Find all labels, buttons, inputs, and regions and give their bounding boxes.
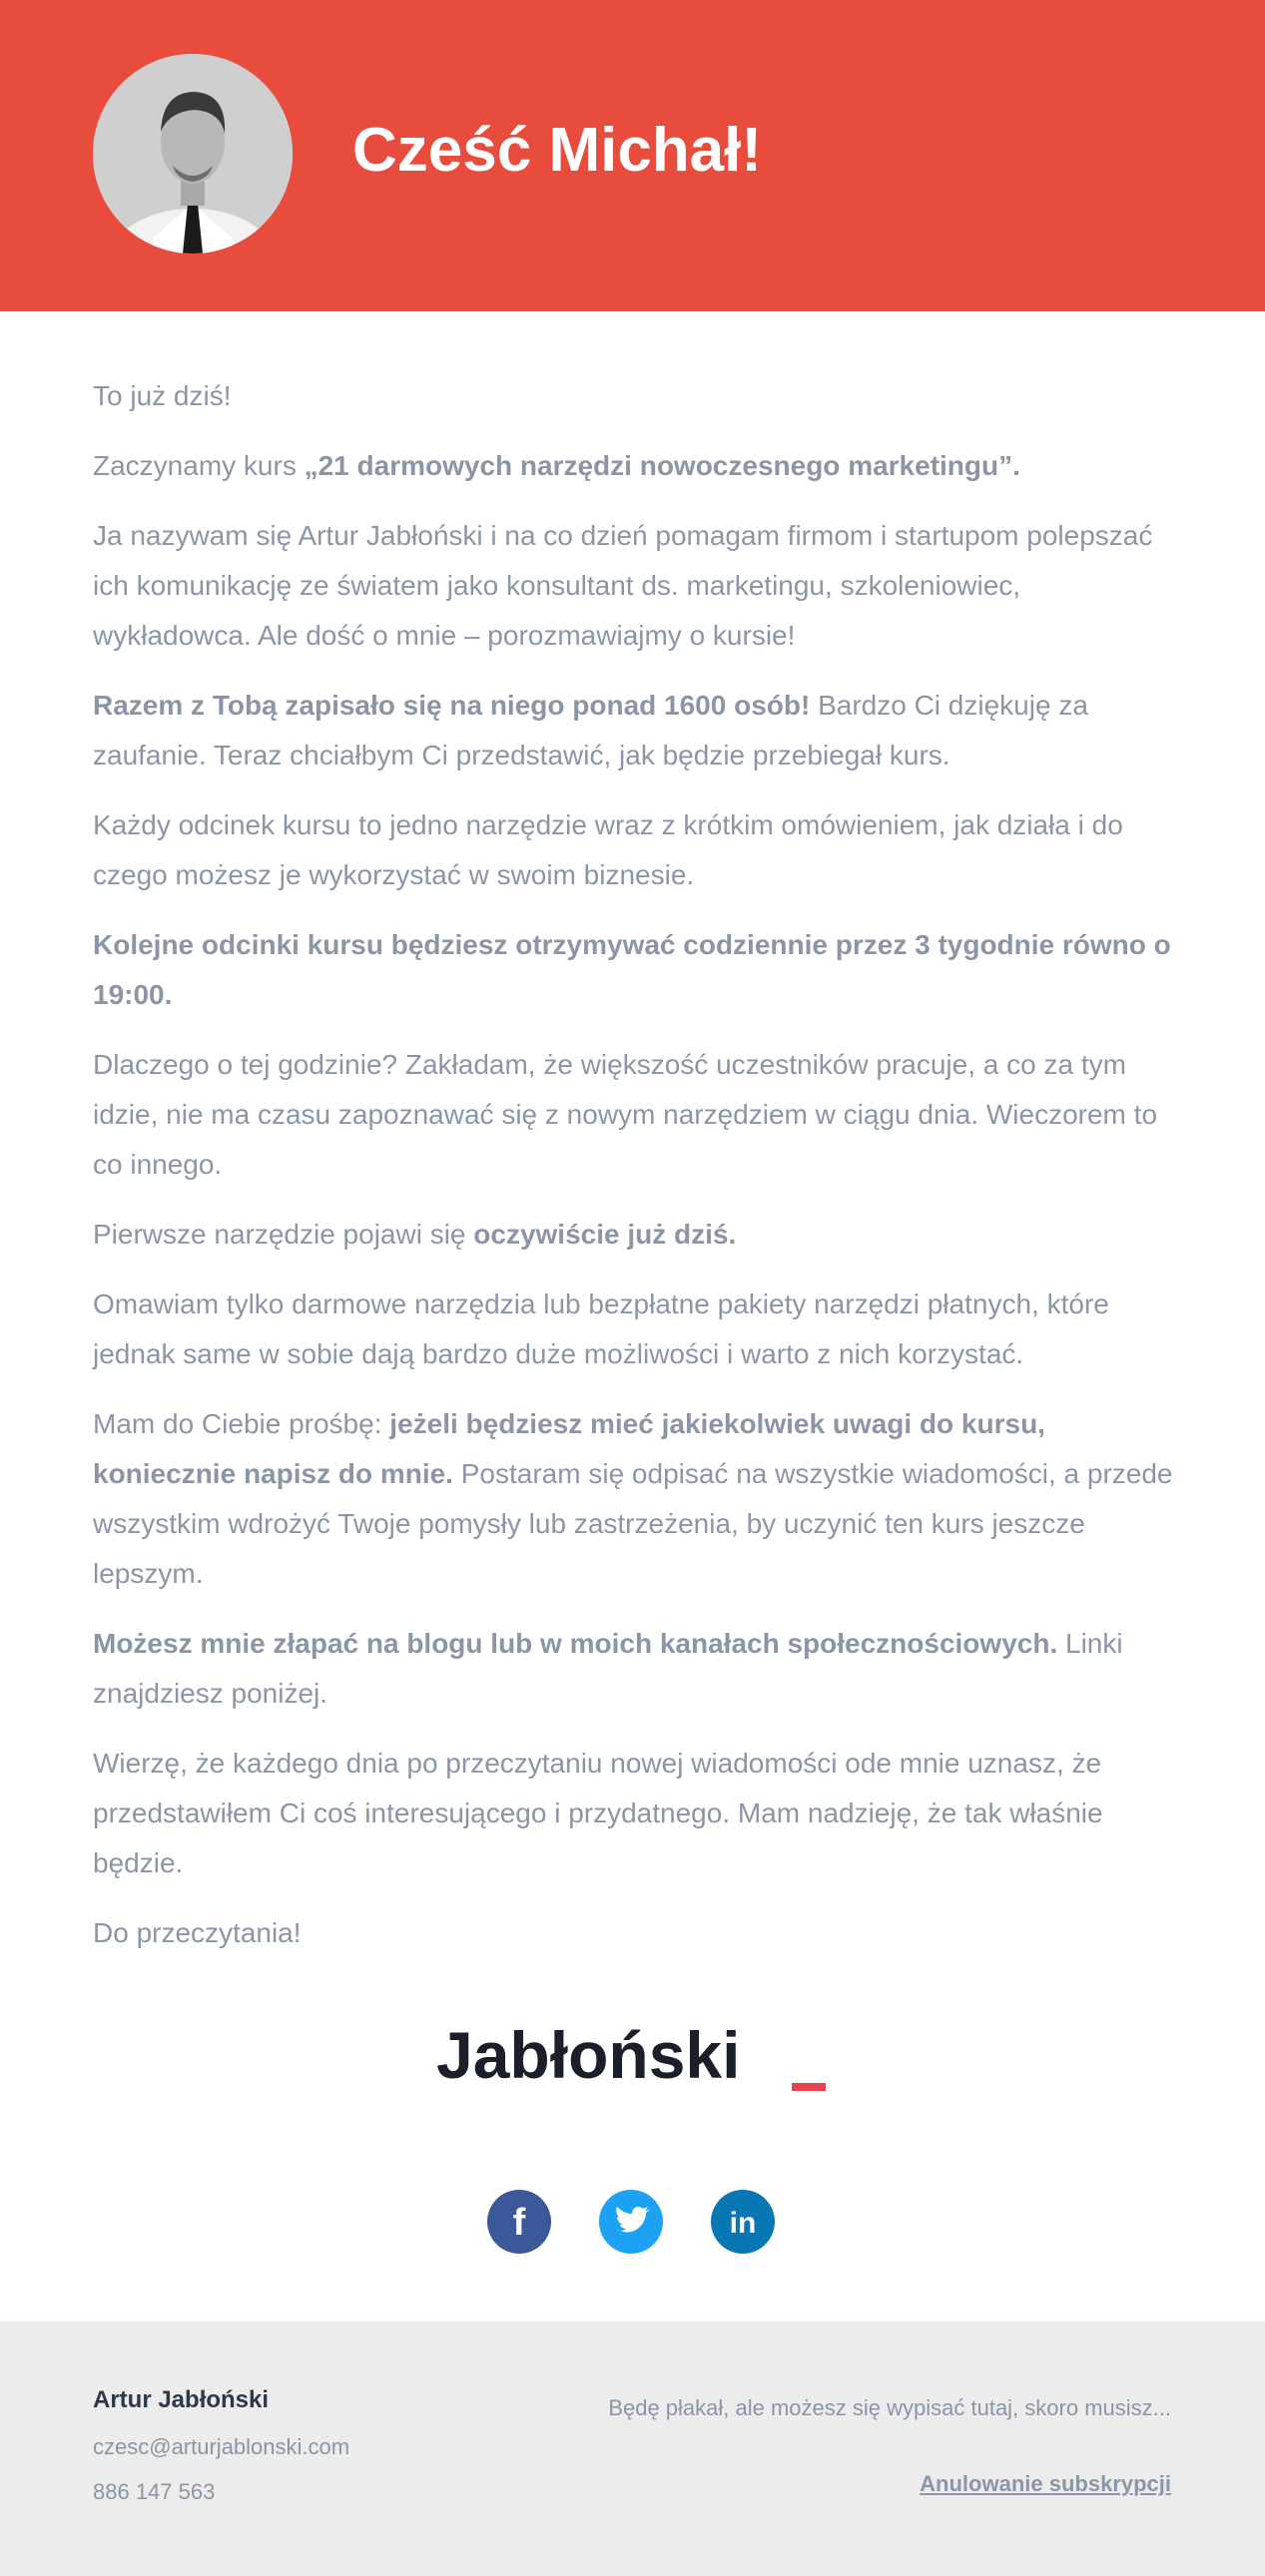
email-body: [93, 371, 1181, 1978]
paragraph: Mam do Ciebie prośbę: jeżeli będziesz mieć jakiekolwiek uwagi do kursu, koniecznie napisz do mnie. Postaram się odpisać na wszystkie wiadomości, a przede wszystkim wdrożyć Twoje pomysły lub zastrzeżenia, by uczynić ten kurs jeszcze lepszym.: [93, 1408, 1173, 1589]
paragraph: Wierzę, że każdego dnia po przeczytaniu nowej wiadomości ode mnie uznasz, że przedstawiłem Ci coś interesującego i przydatnego. Mam nadzieję, że tak właśnie będzie.: [93, 1748, 1103, 1878]
avatar-photo: [93, 54, 293, 254]
paragraph: Pierwsze narzędzie pojawi się oczywiście już dziś.: [93, 1219, 737, 1250]
paragraph: Ja nazywam się Artur Jabłoński i na co dzień pomagam firmom i startupom polepszać ich komunikację ze światem jako konsultant ds. marketingu, szkoleniowiec, wykładowca. Ale dość o mnie – porozmawiajmy o kursie!: [93, 520, 1153, 651]
unsubscribe-note: Będę płakał, ale możesz się wypisać tutaj, skoro musisz...: [608, 2395, 1171, 2420]
svg-text:f: f: [512, 2202, 526, 2244]
twitter-link[interactable]: [598, 2189, 664, 2255]
paragraph: Kolejne odcinki kursu będziesz otrzymywać codziennie przez 3 tygodnie równo o 19:00.: [93, 929, 1171, 1010]
paragraph: Zaczynamy kurs „21 darmowych narzędzi nowoczesnego marketingu”.: [93, 450, 1020, 481]
unsubscribe-link[interactable]: Anulowanie subskrypcji: [920, 2471, 1171, 2496]
paragraph: Do przeczytania!: [93, 1917, 302, 1948]
footer-name: Artur Jabłoński: [93, 2386, 270, 2413]
header-banner: [0, 0, 1265, 311]
paragraph: Możesz mnie złapać na blogu lub w moich kanałach społecznościowych. Linki znajdziesz poniżej.: [93, 1628, 1123, 1709]
linkedin-icon: [710, 2189, 776, 2255]
linkedin-link[interactable]: [710, 2189, 776, 2255]
avatar: [93, 54, 293, 254]
paragraph: Omawiam tylko darmowe narzędzia lub bezpłatne pakiety narzędzi płatnych, które jednak same w sobie dają bardzo duże możliwości i warto z nich korzystać.: [93, 1288, 1109, 1369]
logo-text: Jabłoński: [436, 2018, 741, 2092]
footer-phone: 886 147 563: [93, 2479, 216, 2504]
twitter-icon: [598, 2189, 664, 2255]
footer-email[interactable]: czesc@arturjablonski.com: [93, 2434, 350, 2459]
facebook-link[interactable]: [486, 2189, 552, 2255]
svg-text:in: in: [729, 2207, 757, 2240]
paragraph: Każdy odcinek kursu to jedno narzędzie wraz z krótkim omówieniem, jak działa i do czego możesz je wykorzystać w swoim biznesie.: [93, 809, 1123, 890]
logo-underscore: [792, 2083, 826, 2091]
jablonski-logo[interactable]: [432, 2018, 832, 2098]
paragraph: Razem z Tobą zapisało się na niego ponad 1600 osób! Bardzo Ci dziękuję za zaufanie. Teraz chciałbym Ci przedstawić, jak będzie przebiegał kurs.: [93, 690, 1088, 771]
paragraph: To już dziś!: [93, 380, 232, 411]
greeting-heading: Cześć Michał!: [352, 116, 763, 185]
paragraph: Dlaczego o tej godzinie? Zakładam, że większość uczestników pracuje, a co za tym idzie, nie ma czasu zapoznawać się z nowym narzędziem w ciągu dnia. Wieczorem to co innego.: [93, 1049, 1158, 1180]
facebook-icon: [486, 2189, 552, 2255]
